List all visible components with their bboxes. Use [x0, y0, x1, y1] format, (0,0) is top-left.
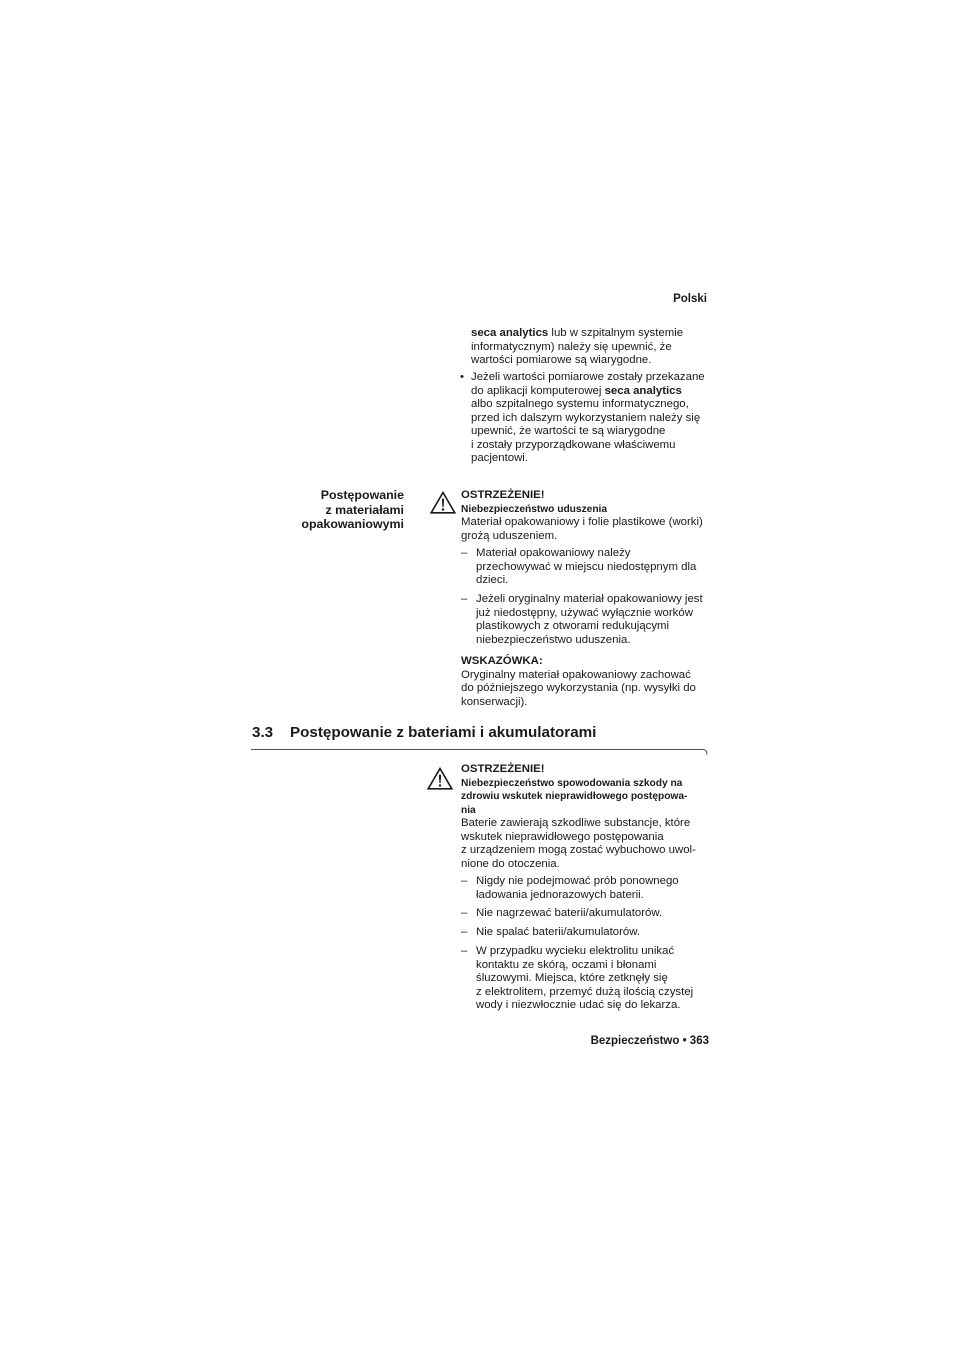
dash-item — [461, 593, 716, 647]
battery-warning — [461, 763, 711, 871]
text-line: Oryginalny materiał opakowaniowy zachować — [461, 668, 691, 681]
dash-marker: – — [461, 907, 468, 919]
dash-marker: – — [461, 945, 468, 957]
language-label: Polski — [673, 293, 707, 305]
dash-marker: – — [461, 593, 468, 605]
text-line: nione do otoczenia. — [461, 857, 560, 870]
dash-item — [461, 926, 716, 940]
warning-subtitle: zdrowiu wskutek nieprawidłowego postępowa- — [461, 791, 688, 802]
text-line: Materiał opakowaniowy należy — [476, 547, 631, 559]
section-number: 3.3 — [252, 724, 274, 741]
dash-marker: – — [461, 875, 468, 887]
text-line: do późniejszego wykorzystania (np. wysyłki do — [461, 682, 696, 694]
section-heading — [252, 724, 596, 741]
text-line: z urządzeniem mogą zostać wybuchowo uwol- — [461, 844, 696, 856]
text-line: plastikowych z otworami redukującymi — [476, 620, 670, 632]
dash-item — [461, 945, 716, 1013]
note-title: WSKAZÓWKA: — [461, 655, 543, 667]
text-line: informatycznym) należy się upewnić, że — [471, 340, 672, 353]
text-line: Nie nagrzewać baterii/akumulatorów. — [476, 907, 663, 919]
text-line: Baterie zawierają szkodliwe substancje, które — [461, 817, 691, 829]
product-name: seca analytics — [604, 384, 682, 397]
product-name: seca analytics — [471, 327, 549, 339]
text-line: Materiał opakowaniowy i folie plastikowe (worki) — [461, 516, 703, 528]
text-line: wody i niezwłocznie udać się do lekarza. — [476, 999, 681, 1011]
continuation-paragraph — [471, 327, 711, 368]
text-line: przechowywać w miejscu niedostępnym dla — [476, 560, 697, 573]
text-line: Nigdy nie podejmować prób ponownego — [476, 875, 679, 887]
warning-triangle-icon — [427, 767, 453, 790]
warning-title: OSTRZEŻENIE! — [461, 763, 545, 775]
warning-triangle-icon — [430, 491, 456, 514]
text-line: dzieci. — [476, 574, 509, 586]
section-title: Postępowanie z bateriami i akumulatorami — [290, 724, 597, 741]
text-line: W przypadku wycieku elektrolitu unikać — [476, 945, 675, 957]
warning-title: OSTRZEŻENIE! — [461, 489, 545, 501]
text-line: śluzowymi. Miejsca, które zetknęły się — [476, 972, 668, 984]
bullet-icon: • — [460, 371, 464, 383]
text-line: ładowania jednorazowych baterii. — [476, 888, 644, 901]
text-line: z elektrolitem, przemyć dużą ilością czystej — [476, 985, 694, 998]
side-heading-line: z materiałami — [325, 502, 404, 517]
text-line: kontaktu ze skórą, oczami i błonami — [476, 958, 657, 971]
continuation-text: lub w szpitalnym systemie — [548, 327, 684, 339]
dash-item — [461, 547, 716, 588]
dash-item — [461, 875, 716, 902]
dash-marker: – — [461, 926, 468, 938]
warning-subtitle: nia — [461, 804, 476, 816]
page-footer: Bezpieczeństwo • 363 — [590, 1035, 709, 1047]
text-line: Nie spalać baterii/akumulatorów. — [476, 926, 640, 938]
warning-subtitle: Niebezpieczeństwo spowodowania szkody na — [461, 777, 683, 789]
text-line: Jeżeli wartości pomiarowe zostały przekazane — [471, 371, 705, 383]
text-line: pacjentowi. — [471, 452, 528, 464]
text-line: niebezpieczeństwo uduszenia. — [476, 633, 631, 646]
note-block — [461, 655, 711, 709]
text-line: konserwacji). — [461, 695, 528, 708]
text-line: upewnić, że wartości te są wiarygodne — [471, 425, 666, 437]
dash-item — [461, 907, 716, 921]
side-heading — [264, 488, 404, 532]
side-heading-line: opakowaniowymi — [301, 517, 404, 531]
bullet-item — [460, 371, 711, 466]
text-line: przed ich dalszym wykorzystaniem należy się — [471, 411, 701, 424]
warning-subtitle: Niebezpieczeństwo uduszenia — [461, 503, 608, 515]
text-line: Jeżeli oryginalny materiał opakowaniowy jest — [476, 593, 703, 605]
text-line: wskutek nieprawidłowego postępowania — [461, 830, 664, 843]
text-line: wartości pomiarowe są wiarygodne. — [471, 354, 652, 366]
text-line: do aplikacji komputerowej — [471, 384, 605, 397]
side-heading-line: Postępowanie — [320, 488, 404, 502]
text-line: już niedostępny, używać wyłącznie worków — [476, 606, 693, 619]
text-line: i zostały przyporządkowane właściwemu — [471, 438, 676, 451]
text-line: albo szpitalnego systemu informatycznego, — [471, 398, 689, 410]
section-rule — [251, 745, 711, 757]
text-line: grożą uduszeniem. — [461, 529, 558, 542]
packaging-warning — [461, 489, 711, 543]
dash-marker: – — [461, 547, 468, 559]
